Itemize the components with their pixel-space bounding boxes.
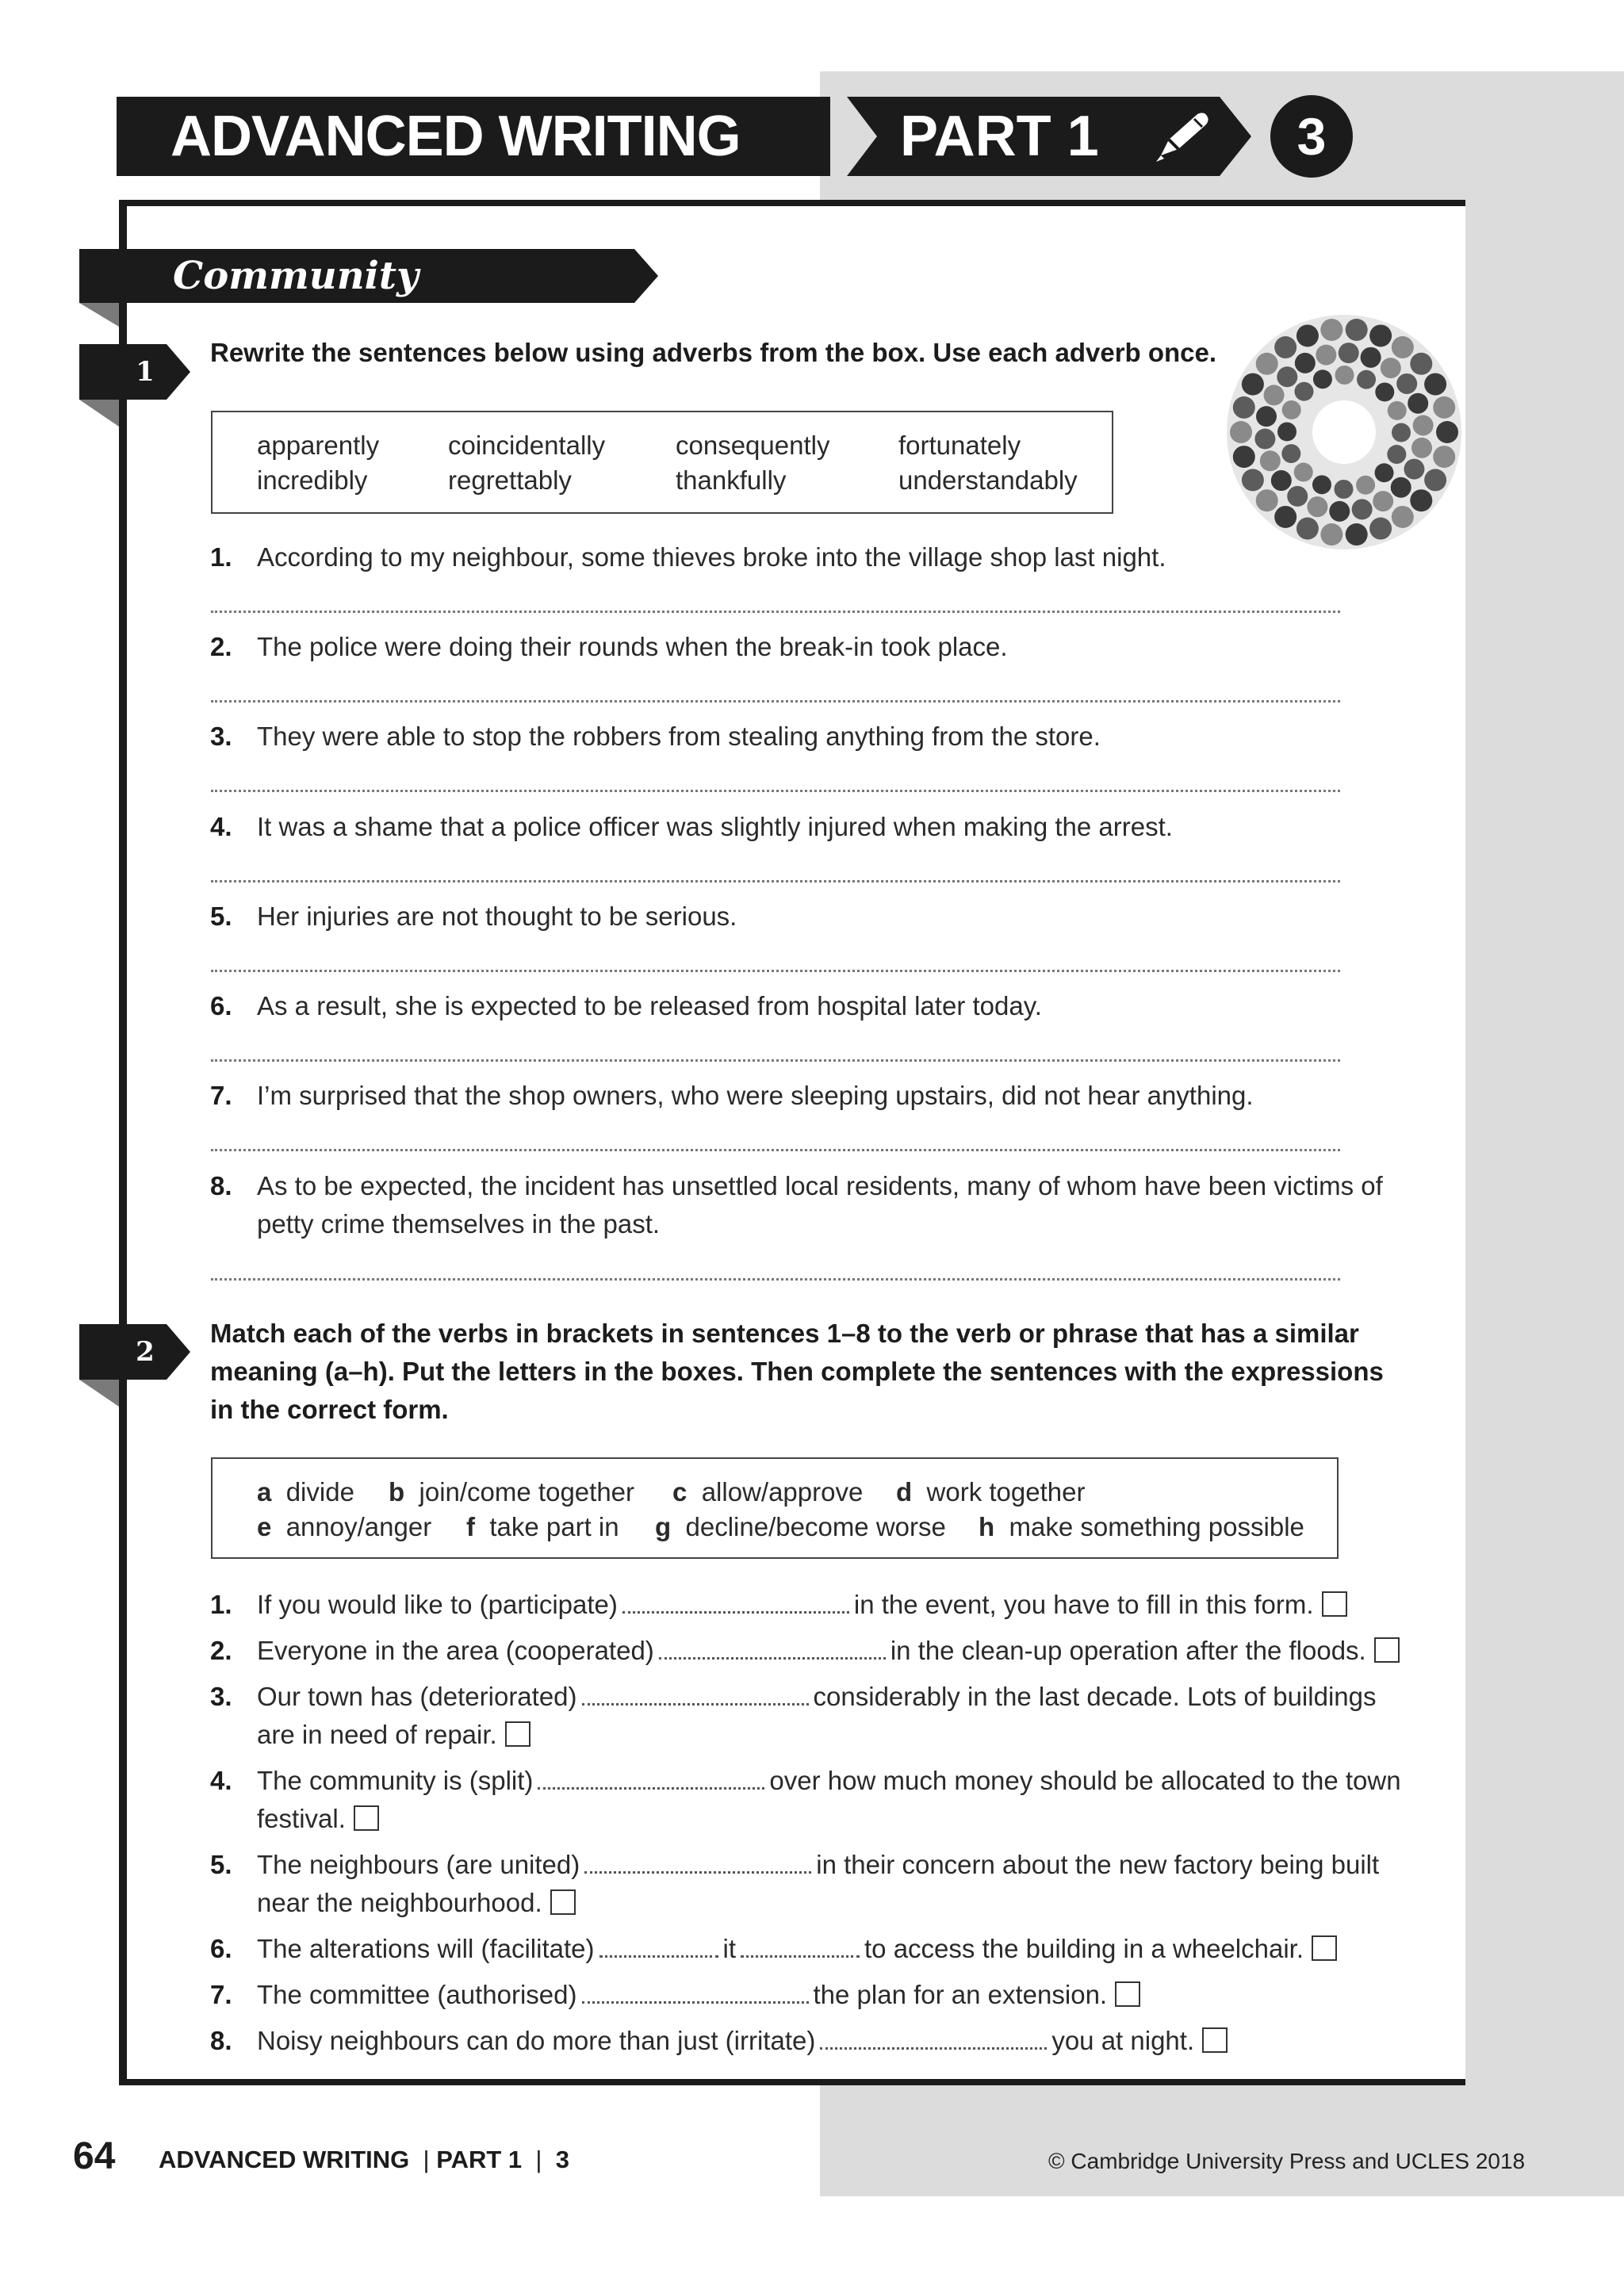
adverb-word: coincidentally bbox=[448, 431, 606, 460]
crowd-figure bbox=[1282, 400, 1301, 419]
option-e: e annoy/anger bbox=[257, 1512, 432, 1541]
ex2-blank[interactable] bbox=[599, 1933, 718, 1958]
ex1-item-text: It was a shame that a police officer was slightly injured when making the arrest. bbox=[257, 812, 1173, 841]
crowd-figure bbox=[1281, 444, 1300, 463]
ex2-item: The community is (split) over how much money should be allocated to the town bbox=[257, 1766, 1401, 1795]
adverb-word: regrettably bbox=[448, 465, 572, 495]
crowd-figure bbox=[1295, 353, 1316, 373]
ex2-item-line2: are in need of repair. bbox=[257, 1716, 530, 1754]
ex2-item-number: 2. bbox=[210, 1636, 232, 1665]
ex1-item-text: As a result, she is expected to be released from hospital later today. bbox=[257, 991, 1042, 1020]
crowd-figure bbox=[1307, 496, 1327, 517]
ex2-blank[interactable] bbox=[538, 1765, 764, 1790]
crowd-figure bbox=[1233, 446, 1255, 468]
crowd-figure bbox=[1408, 393, 1428, 414]
ex2-blank[interactable] bbox=[582, 1681, 809, 1706]
adverb-word: fortunately bbox=[898, 431, 1021, 460]
ex1-item-text: The police were doing their rounds when the break-in took place. bbox=[257, 632, 1008, 661]
answer-checkbox[interactable] bbox=[550, 1889, 576, 1915]
crowd-figure bbox=[1410, 489, 1432, 511]
ex1-item-number: 7. bbox=[210, 1081, 232, 1110]
crowd-figure bbox=[1375, 463, 1394, 482]
header-title: ADVANCED WRITING bbox=[170, 105, 741, 168]
answer-checkbox[interactable] bbox=[1202, 2027, 1228, 2053]
ex2-item: The alterations will (facilitate) it to access the building in a wheelchair. bbox=[257, 1930, 1337, 1968]
ex1-answer-line[interactable] bbox=[211, 700, 1340, 703]
adverb-word: consequently bbox=[676, 431, 830, 460]
ex2-item: Noisy neighbours can do more than just (irritate) you at night. bbox=[257, 2022, 1228, 2060]
crowd-figure bbox=[1411, 438, 1432, 458]
crowd-figure bbox=[1424, 373, 1446, 396]
ex2-item-number: 1. bbox=[210, 1590, 232, 1619]
option-f: f take part in bbox=[466, 1512, 619, 1541]
ex1-answer-line[interactable] bbox=[211, 1278, 1340, 1281]
crowd-figure bbox=[1256, 353, 1278, 375]
ex2-item-number: 4. bbox=[210, 1766, 232, 1795]
exercise-1-number: 1 bbox=[136, 356, 155, 388]
option-h: h make something possible bbox=[979, 1512, 1304, 1541]
crowd-figure bbox=[1233, 396, 1255, 419]
ex2-blank[interactable] bbox=[582, 1979, 809, 2004]
ex1-answer-line[interactable] bbox=[211, 1059, 1340, 1062]
crowd-figure bbox=[1329, 501, 1350, 522]
section-ribbon-fold bbox=[79, 303, 119, 327]
crowd-figure bbox=[1274, 336, 1297, 358]
crowd-figure bbox=[1242, 469, 1264, 491]
crowd-figure bbox=[1375, 382, 1394, 401]
exercise-2-instruction: in the correct form. bbox=[210, 1395, 449, 1424]
crowd-figure bbox=[1436, 421, 1458, 443]
crowd-figure bbox=[1387, 445, 1406, 464]
header-part: PART 1 bbox=[900, 105, 1099, 168]
ex2-item-line2: festival. bbox=[257, 1800, 379, 1838]
ex1-item-text: As to be expected, the incident has unsettled local residents, many of whom have been victims of bbox=[257, 1171, 1383, 1200]
ex2-blank[interactable] bbox=[741, 1933, 860, 1958]
crowd-figure bbox=[1392, 336, 1414, 358]
crowd-figure bbox=[1254, 429, 1275, 450]
crowd-figure bbox=[1346, 319, 1368, 341]
crowd-circle-image bbox=[1221, 309, 1467, 555]
crowd-figure bbox=[1424, 469, 1446, 491]
answer-checkbox[interactable] bbox=[1374, 1637, 1400, 1663]
ex1-item-number: 4. bbox=[210, 812, 232, 841]
crowd-figure bbox=[1230, 421, 1252, 443]
crowd-figure bbox=[1346, 523, 1368, 546]
crowd-figure bbox=[1271, 470, 1292, 491]
crowd-figure bbox=[1433, 396, 1455, 419]
option-a: a divide bbox=[257, 1477, 354, 1507]
section-title: Community bbox=[173, 254, 419, 298]
footer-copyright: © Cambridge University Press and UCLES 2018 bbox=[1048, 2149, 1526, 2173]
exercise-1-tab-fold bbox=[79, 400, 119, 427]
exercise-2-instruction: meaning (a–h). Put the letters in the boxes. Then complete the sentences with the expressions bbox=[210, 1357, 1384, 1386]
ex2-item: The neighbours (are united) in their concern about the new factory being built bbox=[257, 1850, 1380, 1879]
crowd-figure bbox=[1334, 480, 1353, 499]
ex2-item-number: 6. bbox=[210, 1934, 232, 1963]
ex1-answer-line[interactable] bbox=[211, 1149, 1340, 1151]
ex1-item-number: 2. bbox=[210, 632, 232, 661]
footer-breadcrumb: ADVANCED WRITING | PART 1 | 3 bbox=[159, 2146, 569, 2173]
exercise-2-number: 2 bbox=[136, 1336, 155, 1368]
ex1-answer-line[interactable] bbox=[211, 970, 1340, 972]
ex1-item-number: 1. bbox=[210, 542, 232, 572]
ex1-item-number: 6. bbox=[210, 991, 232, 1020]
crowd-figure bbox=[1388, 401, 1407, 420]
ex1-item-text: I’m surprised that the shop owners, who were sleeping upstairs, did not hear anything. bbox=[257, 1081, 1254, 1110]
crowd-figure bbox=[1391, 477, 1411, 498]
answer-checkbox[interactable] bbox=[1322, 1591, 1347, 1617]
ex2-item: The committee (authorised) the plan for an extension. bbox=[257, 1976, 1140, 2014]
crowd-figure bbox=[1256, 489, 1278, 511]
option-c: c allow/approve bbox=[672, 1477, 864, 1507]
crowd-figure bbox=[1373, 491, 1393, 511]
answer-checkbox[interactable] bbox=[1115, 1981, 1140, 2007]
ex2-item-number: 7. bbox=[210, 1980, 232, 2009]
answer-checkbox[interactable] bbox=[354, 1805, 379, 1831]
option-b: b join/come together bbox=[389, 1477, 635, 1507]
ex2-blank[interactable] bbox=[584, 1849, 811, 1874]
crowd-figure bbox=[1297, 518, 1319, 540]
crowd-figure bbox=[1352, 499, 1373, 519]
crowd-figure bbox=[1274, 506, 1297, 528]
ex1-item-text: According to my neighbour, some thieves broke into the village shop last night. bbox=[257, 542, 1166, 572]
ex2-item: Everyone in the area (cooperated) in the clean-up operation after the floods. bbox=[257, 1632, 1400, 1670]
crowd-figure bbox=[1287, 486, 1308, 507]
exercise-2-instruction: Match each of the verbs in brackets in sentences 1–8 to the verb or phrase that has a similar bbox=[210, 1319, 1359, 1348]
crowd-figure bbox=[1413, 415, 1434, 435]
ex2-item-number: 8. bbox=[210, 2026, 232, 2055]
ex1-item-number: 8. bbox=[210, 1171, 232, 1200]
crowd-figure bbox=[1277, 366, 1297, 387]
crowd-figure bbox=[1294, 382, 1313, 401]
ex2-blank[interactable] bbox=[659, 1635, 886, 1660]
crowd-figure bbox=[1404, 459, 1424, 480]
exercise-1-instruction: Rewrite the sentences below using adverbs from the box. Use each adverb once. bbox=[210, 338, 1217, 367]
crowd-figure bbox=[1294, 463, 1313, 482]
crowd-figure bbox=[1277, 422, 1297, 441]
ex2-item: If you would like to (participate) in the event, you have to fill in this form. bbox=[257, 1586, 1347, 1624]
crowd-figure bbox=[1256, 406, 1277, 427]
crowd-figure bbox=[1313, 369, 1332, 389]
crowd-figure bbox=[1381, 358, 1401, 378]
crowd-figure bbox=[1369, 518, 1392, 540]
ex2-item: Our town has (deteriorated) considerably in the last decade. Lots of buildings bbox=[257, 1682, 1377, 1711]
ex1-item-text: They were able to stop the robbers from stealing anything from the store. bbox=[257, 722, 1101, 751]
ex1-answer-line[interactable] bbox=[211, 880, 1340, 882]
ex1-item-number: 5. bbox=[210, 902, 232, 931]
crowd-figure bbox=[1316, 345, 1336, 366]
crowd-figure bbox=[1369, 324, 1392, 346]
crowd-figure bbox=[1357, 370, 1376, 389]
crowd-figure bbox=[1335, 366, 1354, 385]
ex1-answer-line[interactable] bbox=[211, 611, 1340, 613]
ex1-answer-line[interactable] bbox=[211, 790, 1340, 792]
crowd-figure bbox=[1242, 373, 1264, 396]
crowd-figure bbox=[1433, 446, 1455, 468]
crowd-figure bbox=[1260, 450, 1281, 471]
ex1-item-text: Her injuries are not thought to be serious. bbox=[257, 902, 737, 931]
crowd-figure bbox=[1392, 423, 1411, 442]
crowd-figure bbox=[1410, 353, 1432, 375]
ex2-blank[interactable] bbox=[820, 2025, 1047, 2050]
page-number: 64 bbox=[73, 2135, 116, 2177]
crowd-figure bbox=[1312, 475, 1331, 494]
ex2-item-line2: near the neighbourhood. bbox=[257, 1884, 576, 1922]
crowd-figure bbox=[1297, 324, 1319, 346]
adverb-word: incredibly bbox=[257, 465, 368, 495]
crowd-figure bbox=[1392, 506, 1414, 528]
option-d: d work together bbox=[896, 1477, 1086, 1507]
crowd-figure bbox=[1339, 343, 1359, 363]
crowd-figure bbox=[1320, 319, 1342, 341]
answer-checkbox[interactable] bbox=[1312, 1935, 1337, 1961]
answer-checkbox[interactable] bbox=[505, 1721, 530, 1747]
crowd-figure bbox=[1356, 476, 1375, 495]
crowd-figure bbox=[1361, 347, 1381, 368]
ex1-item-number: 3. bbox=[210, 722, 232, 751]
unit-number-badge: 3 bbox=[1270, 95, 1353, 178]
ex2-item-number: 5. bbox=[210, 1850, 232, 1879]
adverb-word: thankfully bbox=[676, 465, 787, 495]
crowd-figure bbox=[1396, 373, 1417, 394]
ex2-item-number: 3. bbox=[210, 1682, 232, 1711]
adverb-word: apparently bbox=[257, 431, 380, 460]
ex2-blank[interactable] bbox=[622, 1589, 849, 1614]
exercise-2-tab-fold bbox=[79, 1380, 119, 1407]
ex1-item-text: petty crime themselves in the past. bbox=[257, 1209, 661, 1239]
adverb-word: understandably bbox=[898, 465, 1078, 495]
option-g: g decline/become worse bbox=[655, 1512, 946, 1541]
crowd-figure bbox=[1320, 523, 1342, 546]
pen-icon bbox=[1151, 108, 1215, 165]
crowd-figure bbox=[1264, 385, 1285, 405]
